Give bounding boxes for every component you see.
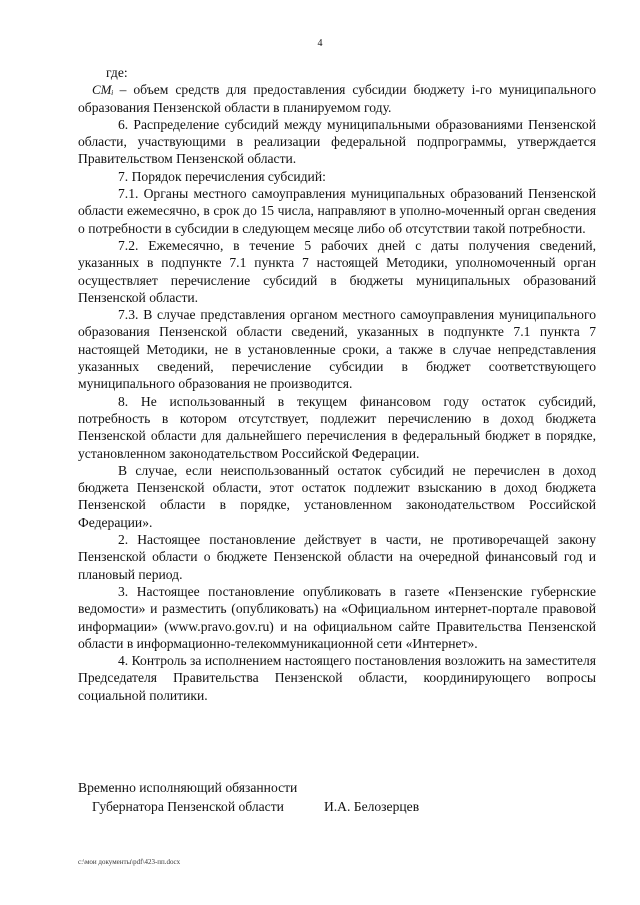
signature-block [78, 778, 598, 816]
paragraph-8: 8. Не использованный в текущем финансовом году остаток субсидий, потребность в котором отсутствует, подлежит перечислению в доход бюджета Пензенской области для дальнейшего перечисления в федеральный бюджет в порядке, установленном законодательством Российской Федерации. [78, 393, 596, 461]
file-path: c:\мои документы\pdf\423-пп.docx [78, 858, 181, 866]
clause-4: 4. Контроль за исполнением настоящего постановления возложить на заместителя Председателя Правительства Пензенской области, координирующего вопросы социальной политики. [78, 653, 596, 703]
signatory-name: И.А. Белозерцев [323, 799, 420, 814]
page-number: 4 [317, 38, 323, 49]
document-body [78, 64, 596, 704]
paragraph-6: 6. Распределение субсидий между муниципальными образованиями Пензенской области, участвующими в реализации федеральной подпрограммы, утверждается Правительством Пензенской области. [78, 116, 596, 167]
paragraph-7: 7. Порядок перечисления субсидий: [118, 168, 326, 184]
paragraph-7-2: 7.2. Ежемесячно, в течение 5 рабочих дней с даты получения сведений, указанных в подпункте 7.1 пункта 7 настоящей Методики, уполномоченный орган осуществляет перечисление субсидий в бюджеты муниципальных образований Пензенской области. [78, 237, 596, 305]
formula-definition [78, 81, 596, 116]
clause-2: 2. Настоящее постановление действует в части, не противоречащей закону Пензенской области о бюджете Пензенской области на очередной финансовый год и плановый период. [78, 532, 596, 582]
signature-title: Временно исполняющий обязанности [78, 780, 298, 795]
formula-symbol: CMᵢ [92, 82, 114, 98]
formula-text: – объем средств для предоставления субсидии бюджету i-го муниципального образования Пензенской области в планируемом году. [78, 82, 596, 115]
signature-position: Губернатора Пензенской области [92, 799, 284, 814]
signature-position-row [78, 797, 598, 816]
paragraph-7-3: 7.3. В случае представления органом местного самоуправления муниципального образования Пензенской области сведений, указанных в подпункте 7.1 пункта 7 настоящей Методики, не в установленные сроки, а также в случае непредставления указанных сведений, перечисление субсидии в бюджет соответствующего муниципального образования не производится. [78, 307, 596, 392]
paragraph-7-1: 7.1. Органы местного самоуправления муниципальных образований Пензенской области ежемесячно, в срок до 15 числа, направляют в уполно-моченный орган сведения о потребности в субсидии в следующем месяце либо об отсутствии такой потребности. [78, 186, 596, 236]
where-label: где: [106, 65, 128, 80]
clause-3: 3. Настоящее постановление опубликовать в газете «Пензенские губернские ведомости» и разместить (опубликовать) на «Официальном интернет-портале правовой информации» (www.pravo.gov.ru) и на официальном сайте Правительства Пензенской области в информационно-телекоммуникационной сети «Интернет». [78, 583, 596, 651]
paragraph-8-continued: В случае, если неиспользованный остаток субсидий не перечислен в доход бюджета Пензенской области, этот остаток подлежит взысканию в доход бюджета Пензенской области в порядке, установленном законодательством Российской Федерации». [78, 462, 596, 530]
